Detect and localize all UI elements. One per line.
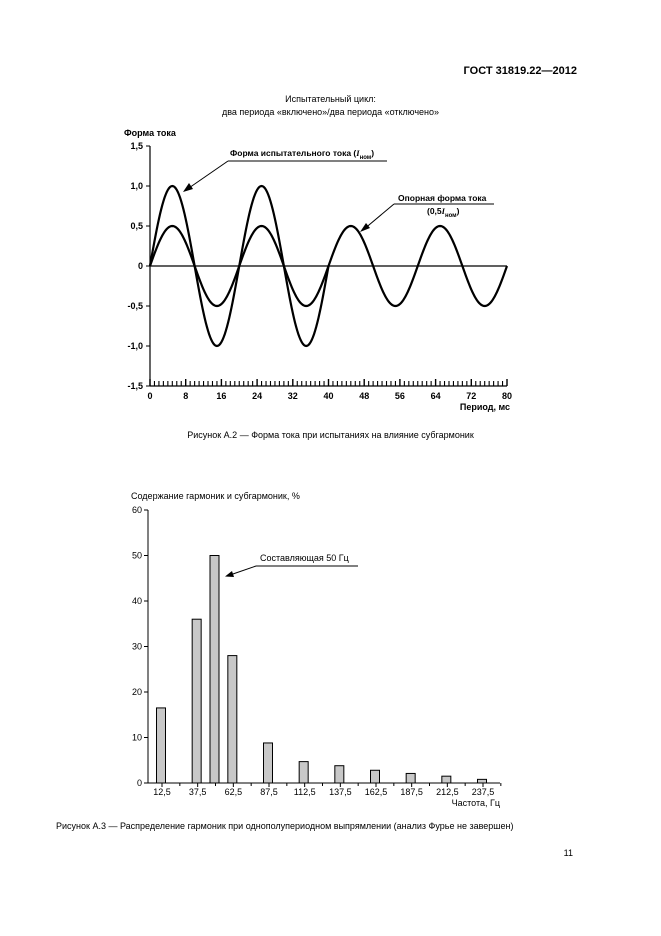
- reference-current-label-line2: $(0,5I_{ном})$: [427, 206, 460, 219]
- x-tick-label: 37,5: [188, 787, 207, 797]
- y-tick-label: 1,5: [130, 141, 143, 151]
- x-tick-label: 32: [287, 391, 298, 401]
- y-tick-label: 20: [131, 687, 142, 697]
- x-tick-label: 187,5: [400, 787, 423, 797]
- y-tick-label: 0,5: [130, 221, 143, 231]
- x-axis-label: Период, мс: [459, 402, 510, 412]
- x-tick-label: 16: [216, 391, 227, 401]
- figure-a2-title-line1: Испытательный цикл:: [285, 94, 376, 104]
- bar-1: [192, 619, 201, 783]
- x-tick-label: 162,5: [364, 787, 388, 797]
- y-tick-label: 10: [131, 732, 142, 743]
- bar-6: [335, 766, 344, 783]
- x-tick-label: 87,5: [260, 787, 278, 797]
- x-tick-label: 112,5: [293, 787, 316, 797]
- reference-current-label-line1: Опорная форма тока: [398, 193, 487, 203]
- x-tick-label: 8: [183, 391, 189, 401]
- bar-4: [264, 743, 273, 783]
- x-tick-label: 24: [252, 391, 263, 401]
- x-axis-label: Частота, Гц: [451, 798, 500, 808]
- figure-a2-title-line2: два периода «включено»/два периода «отключено»: [221, 107, 440, 117]
- y-tick-label: 40: [131, 596, 142, 606]
- document-code: ГОСТ 31819.22—2012: [463, 65, 577, 77]
- x-tick-label: 72: [466, 391, 477, 401]
- annotation-50hz-label: Составляющая 50 Гц: [260, 553, 349, 563]
- y-tick-label: -1,0: [127, 341, 143, 351]
- figure-a2-chart: [0, 120, 661, 425]
- x-tick-label: 48: [359, 391, 370, 401]
- figure-a3-caption: Рисунок А.3 — Распределение гармоник при однополупериодном выпрямлении (анализ Фурье не завершен): [56, 821, 514, 831]
- x-tick-label: 137,5: [329, 787, 352, 797]
- bar-5: [299, 762, 308, 783]
- figure-a3-chart: [0, 480, 661, 810]
- bar-2: [210, 556, 219, 784]
- bar-10: [478, 779, 487, 783]
- x-tick-label: 12,5: [153, 787, 171, 797]
- x-tick-label: 56: [394, 391, 405, 401]
- test-current-leader: [186, 161, 228, 190]
- y-tick-label: 60: [131, 505, 142, 515]
- bar-7: [371, 770, 380, 783]
- bar-0: [157, 708, 166, 783]
- reference-current-arrowhead: [360, 223, 370, 232]
- bar-9: [442, 776, 451, 783]
- x-tick-label: 40: [323, 391, 334, 401]
- test-current-arrowhead: [183, 183, 193, 192]
- y-axis-label: Форма тока: [124, 128, 176, 138]
- x-tick-label: 212,5: [436, 787, 459, 797]
- x-tick-label: 80: [501, 391, 513, 401]
- y-tick-label: 0: [136, 778, 142, 788]
- y-tick-label: -0,5: [127, 301, 143, 311]
- x-tick-label: 64: [430, 391, 441, 401]
- x-tick-label: 237,5: [471, 787, 495, 797]
- y-tick-label: 0: [137, 261, 143, 271]
- test-current-label: Форма испытательного тока $(I_{ном})$: [230, 148, 375, 161]
- page-number: 11: [563, 848, 573, 858]
- bar-8: [406, 773, 415, 783]
- annotation-leader: [230, 566, 256, 575]
- y-tick-label: 30: [131, 641, 142, 652]
- x-tick-label: 0: [147, 391, 153, 401]
- y-axis-label: Содержание гармоник и субгармоник, %: [131, 491, 300, 501]
- x-tick-label: 62,5: [224, 787, 243, 797]
- y-tick-label: -1,5: [127, 381, 143, 391]
- y-tick-label: 1,0: [130, 181, 143, 191]
- annotation-arrowhead: [225, 571, 234, 577]
- figure-a2-caption: Рисунок А.2 — Форма тока при испытаниях на влияние субгармоник: [187, 430, 474, 440]
- bar-3: [228, 656, 237, 783]
- y-tick-label: 50: [131, 550, 142, 561]
